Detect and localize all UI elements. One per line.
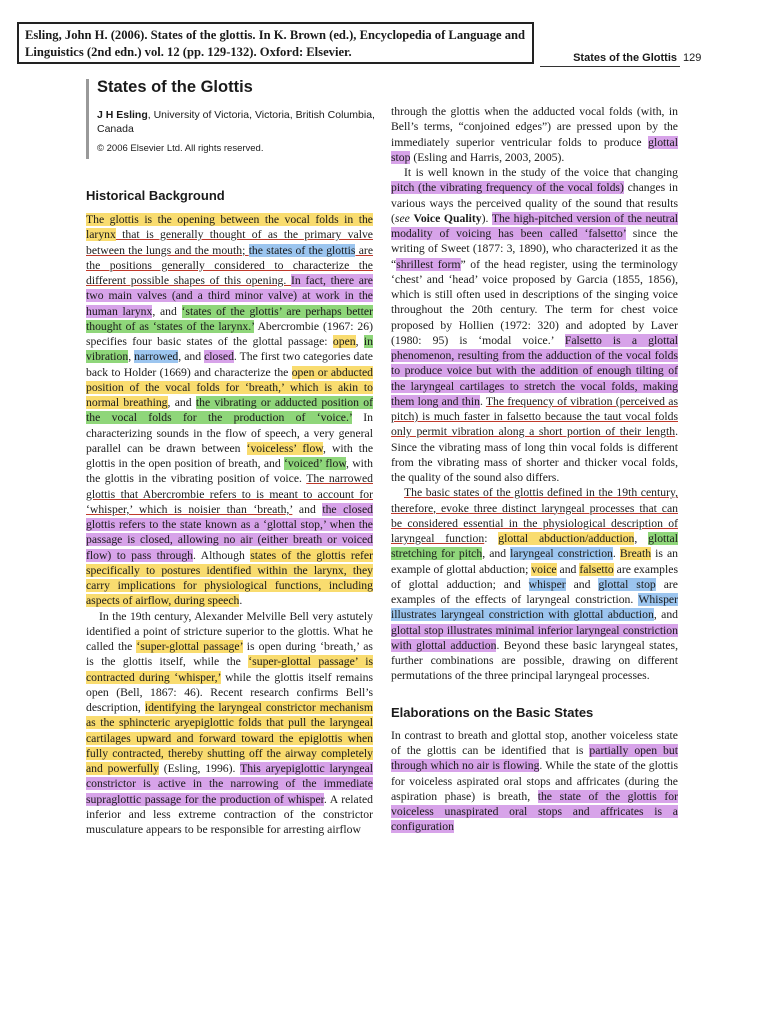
highlighted-text: the vibrating or adducted position of the vocal folds for the production of ‘voice.’ (86, 396, 374, 425)
cross-reference: Voice Quality (413, 211, 482, 225)
article-title: States of the Glottis (97, 78, 253, 96)
highlighted-text: the state of the glottis for voiceless unaspirated oral stops and affricates is a configuration (391, 789, 678, 834)
highlighted-text: glottal stop (391, 135, 678, 164)
highlighted-text: ‘super-glottal passage’ (136, 640, 243, 653)
highlighted-text: identifying the laryngeal constrictor mechanism as the sphincteric aryepiglottic folds that pull the laryngeal cartilages upward and forward toward the epiglottis when fully contracted, thereby shutting off the airway completely and powerfully (86, 701, 373, 775)
underlined-text: The basic states of the glottis defined in the 19th century, therefore, evoke three distinct laryngeal processes that can be considered essential in the physiological description of laryngeal function (391, 486, 678, 545)
text-run: (Esling and Harris, 2003, 2005). (410, 150, 565, 164)
highlighted-text: laryngeal constriction (510, 547, 613, 561)
highlighted-text: ‘states of the glottis’ are perhaps better thought of as ‘states of the larynx.’ (86, 304, 373, 333)
paragraph (86, 609, 373, 838)
text-run: , and (178, 350, 205, 364)
underlined-text: that is generally thought of as the primary valve between the lungs and the mouth; (86, 228, 373, 257)
author-affiliation: , University of Victoria, Victoria, British Columbia, Canada (97, 109, 375, 135)
text-run: , with the glottis in the open position of breath, and (86, 441, 374, 470)
right-column (391, 104, 678, 835)
highlighted-text: open or abducted position of the vocal folds for ‘breath,’ which is akin to normal breathing (86, 365, 374, 409)
text-run: It is well known in the study of the voice that changing (404, 166, 678, 179)
text-run: . Although (193, 548, 251, 562)
highlighted-text: This aryepiglottic laryngeal constrictor is active in the narrowing of the immediate supraglottic passage for the production of whisper (86, 762, 374, 806)
highlighted-text: falsetto (579, 562, 614, 576)
text-run: are examples of the effects of laryngeal constriction. (391, 577, 678, 606)
highlighted-text: The glottis is the opening between the vocal folds in the larynx (86, 213, 373, 242)
text-run: , and (152, 304, 182, 318)
text-run: and (292, 502, 323, 516)
text-run: . (612, 547, 620, 561)
highlighted-text: glottal abduction/adduction (498, 532, 635, 545)
highlighted-text: glottal stop illustrates minimal inferior laryngeal constriction with glottal adduction (391, 623, 678, 652)
highlighted-text: shrillest form (396, 257, 461, 271)
highlighted-text: the states of the glottis (248, 243, 356, 257)
text-run: In contrast to breath and glottal stop, another voiceless state of the glottis can be identified that is (391, 728, 678, 757)
highlighted-text: partially open but through which no air is flowing (391, 744, 678, 773)
text-run: . While the state of the glottis for voiceless aspirated oral stops and affricates (during the aspiration phase) is breath, (391, 759, 679, 803)
header-rule (540, 66, 680, 67)
text-run: , and (482, 547, 511, 561)
text-run: (Esling, 1996). (158, 762, 241, 775)
highlighted-text: Breath (619, 547, 652, 561)
citation-box (17, 22, 534, 64)
text-run: Abercrombie (1967: 26) specifies four basic states of the glottal passage: (86, 319, 373, 348)
text-run: In the 19th century, Alexander Melville Bell very astutely identified a point of stricture superior to the glottis. What he called the (86, 609, 373, 653)
title-accent-bar (86, 79, 89, 159)
highlighted-text: narrowed (134, 350, 179, 364)
underlined-text: are the positions generally considered to characterize the different possible shapes of this opening. (86, 243, 374, 287)
text-run: are examples of glottal adduction; and (391, 562, 679, 591)
text-run: , (128, 350, 135, 364)
text-run: , (634, 532, 649, 545)
paragraph (391, 485, 678, 683)
section-heading-historical: Historical Background (86, 188, 225, 203)
text-run: through the glottis when the adducted vocal folds (with, in Bell’s terms, “conjoined edges”) are pressed upon by the immediately superior ventricular folds to produce (391, 105, 678, 149)
text-run: is open during ‘breath,’ as is the glottis itself, while the (86, 640, 373, 669)
text-run: . A related inferior and less extreme contraction of the constrictor musculature appears to be responsible for arresting airflow (86, 792, 373, 836)
running-head: States of the Glottis (573, 52, 677, 64)
citation-text: Esling, John H. (2006). States of the glottis. In K. Brown (ed.), Encyclopedia of Language and Linguistics (2nd edn.) vol. 12 (pp. 129-132). Oxford: Elsevier. (25, 28, 526, 59)
text-run: . Since the vibrating mass of long thin vocal folds is different from the vibrating mass of shorter and thicker vocal folds, the quality of the sound also differs. (391, 425, 678, 484)
highlighted-text: ‘super-glottal passage’ is contracted during ‘whisper,’ (86, 655, 373, 684)
highlighted-text: The high-pitched version of the neutral modality of voicing has been called ‘falsetto’ (391, 211, 678, 240)
text-run: . The first two categories date back to Holder (1669) and characterize the (86, 350, 373, 379)
text-run: , (355, 335, 364, 348)
text-run: In characterizing sounds in the flow of speech, a very general parallel can be drawn between (86, 411, 373, 455)
highlighted-text: pitch (the vibrating frequency of the vocal folds) (391, 181, 624, 195)
text-run: . Beyond these basic laryngeal states, further combinations are possible, drawing on different permutations of the three principal laryngeal processes. (391, 638, 678, 683)
paragraph (391, 165, 678, 485)
left-column (86, 212, 373, 837)
highlighted-text: In fact, there are two main valves (and a third minor valve) at work in the human larynx (86, 274, 373, 318)
highlighted-text: states of the glottis refer specifically to postures identified within the larynx, they carry implications for physiological functions, including aspects of airflow, during speech (86, 548, 373, 608)
author-name: J H Esling (97, 109, 148, 121)
text-run: : (484, 532, 499, 545)
highlighted-text: the closed glottis refers to the state known as a ‘glottal stop,’ when the passage is closed, allowing no air (either breath or voiced flow) to pass through (86, 502, 374, 562)
highlighted-text: glottal stop (598, 577, 656, 591)
text-run: , and (653, 608, 679, 622)
highlighted-text: ‘voiced’ flow (284, 457, 347, 470)
highlighted-text: Falsetto is a glottal phenomenon, resulting from the adduction of the vocal folds to produce voice but with the addition of enough tilting of the laryngeal cartilages to stretch the vocal folds, making them long and thin (391, 333, 679, 408)
underlined-text: The narrowed glottis that Abercrombie refers to is meant to account for ‘whisper,’ which is noisier than ‘breath,’ (86, 472, 373, 516)
text-run: . (239, 594, 243, 608)
highlighted-text: Whisper illustrates laryngeal constriction with glottal abduction (391, 593, 678, 622)
paragraph (86, 212, 373, 609)
text-run: and (556, 562, 580, 576)
highlighted-text: voice (531, 562, 557, 576)
text-run: see (394, 211, 410, 225)
highlighted-text: ‘voiceless’ flow (246, 441, 323, 455)
text-run: is an example of glottal abduction; (391, 547, 679, 576)
section-heading-elaborations: Elaborations on the Basic States (391, 704, 594, 720)
highlighted-text: closed (204, 350, 234, 364)
text-run: and (565, 577, 599, 591)
text-run: . (479, 394, 486, 408)
highlighted-text: open (332, 335, 356, 348)
highlighted-text: glottal stretching for pitch (391, 532, 678, 561)
text-run: , and (167, 396, 196, 409)
highlighted-text: in vibration (86, 335, 374, 364)
text-run: ” of the head register, using the terminology ‘chest’ and ‘head’ voice proposed by Garcia (1855, 1856), which is still often used in descriptions of the singing voice throughout the 20th century. The term for chest voice proposed by Hollien (1972: 320) and adopted by Laver (1980: 95) is ‘modal voice.’ (391, 257, 679, 347)
text-run: since the writing of Sweet (1877: 3, 1890), who characterized it as the “ (391, 227, 678, 271)
paragraph (391, 104, 678, 165)
text-run: , with the glottis in the vibrating position of voice. (86, 457, 374, 486)
copyright-notice: © 2006 Elsevier Ltd. All rights reserved. (97, 143, 264, 154)
page-number: 129 (683, 52, 702, 64)
author-line (97, 108, 397, 136)
paragraph (391, 728, 678, 835)
underlined-text: The frequency of vibration (perceived as pitch) is much faster in falsetto because the taut vocal folds only permit vibration along a short portion of their length (391, 394, 678, 439)
text-run: while the glottis itself remains open (Bell, 1867: 46). Recent research confirms Bell’s description, (86, 670, 373, 714)
highlighted-text: whisper (528, 577, 566, 591)
text-run: ). (481, 211, 492, 225)
text-run: changes in various ways the perceived quality of the sound that results ( (391, 181, 678, 225)
